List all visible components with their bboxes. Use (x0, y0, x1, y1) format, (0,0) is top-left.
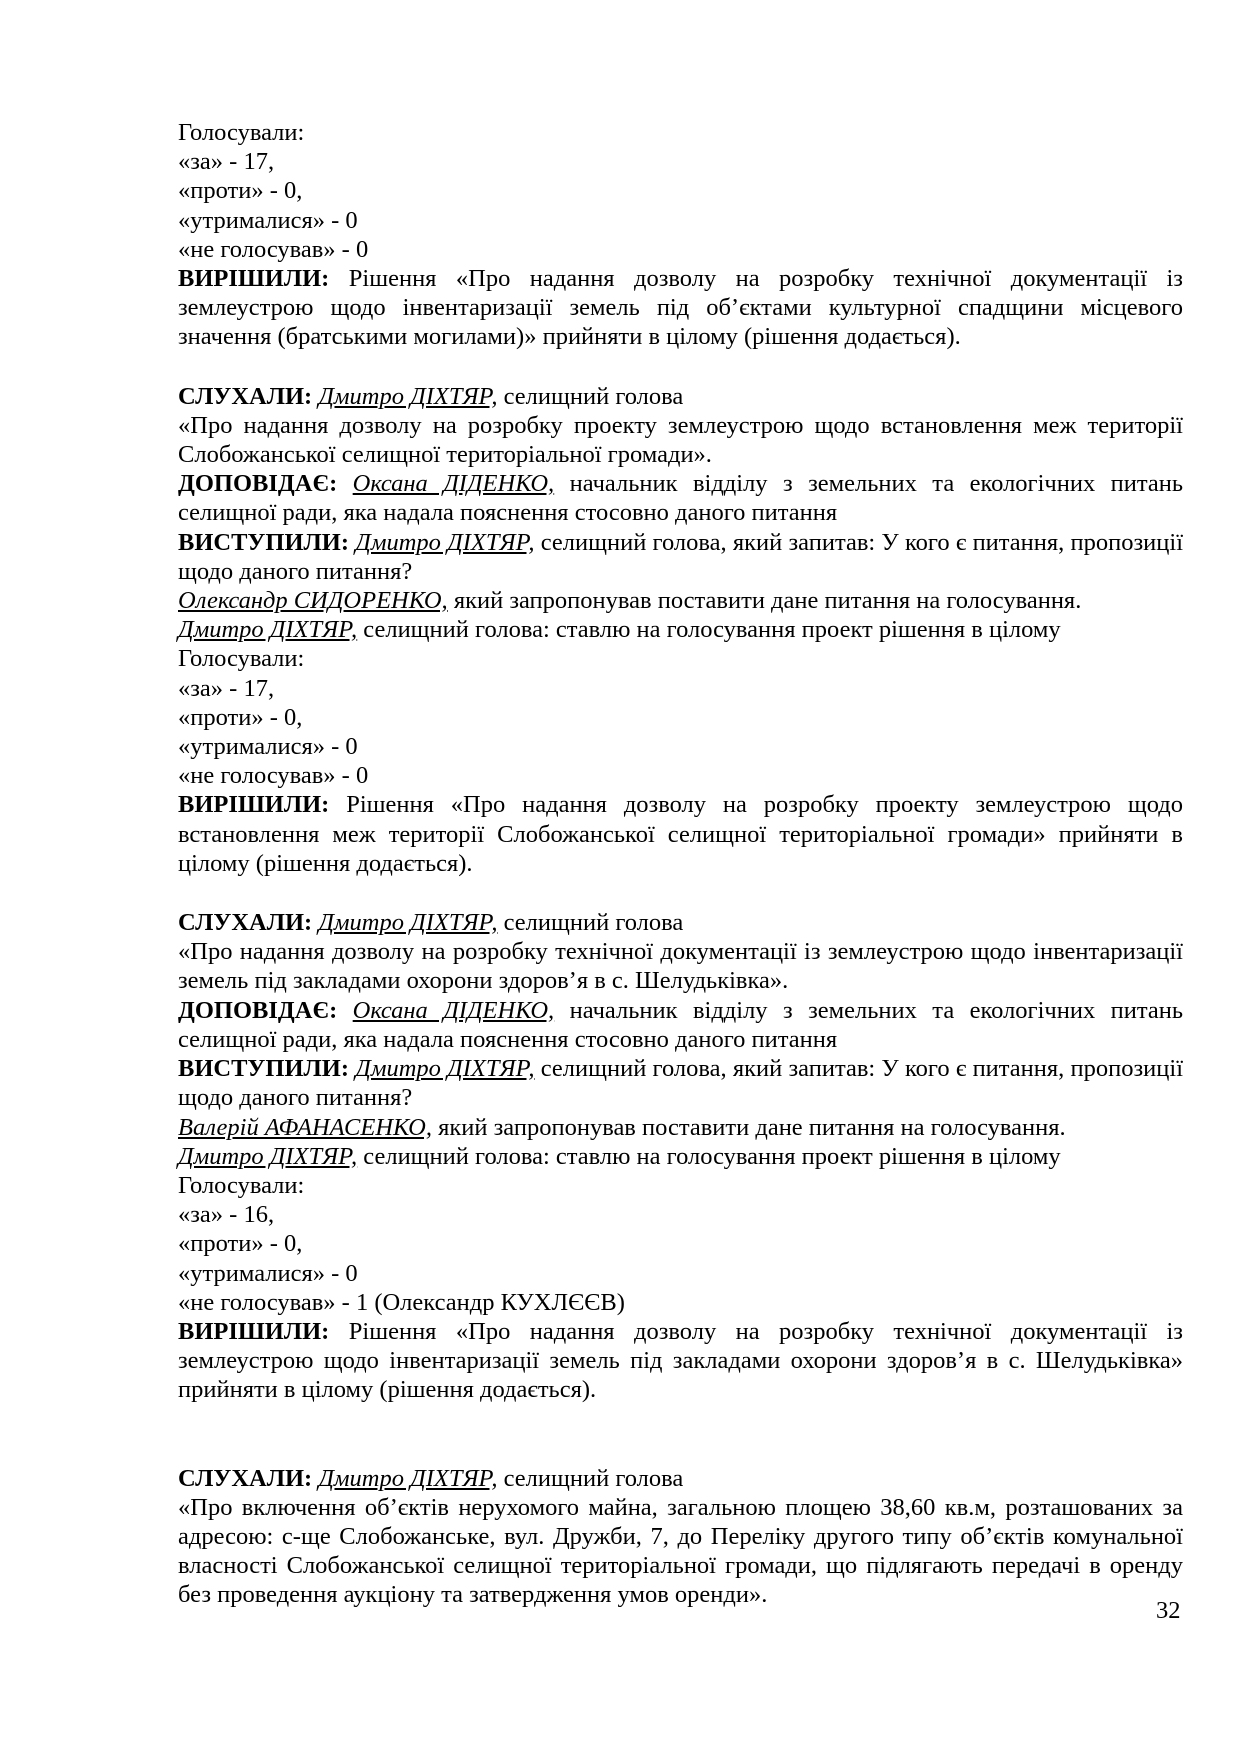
chair-text: селищний голова: ставлю на голосування проект рішення в цілому (363, 1142, 1061, 1170)
heard-person: Дмитро ДІХТЯР, (318, 909, 498, 937)
vote-against: «проти» - 0, (178, 703, 303, 731)
vote-not-voted: «не голосував» - 0 (178, 762, 369, 790)
chair-line (178, 1142, 1183, 1171)
chair-person: Дмитро ДІХТЯР, (178, 616, 358, 644)
voted-heading: Голосували: (178, 1171, 305, 1199)
proposal-person: Олександр СИДОРЕНКО, (178, 587, 448, 615)
proposal-line (178, 1113, 1183, 1142)
report-person: Оксана ДІДЕНКО, (352, 996, 555, 1024)
spoke-label: ВИСТУПИЛИ: (178, 528, 349, 556)
heard-label: СЛУХАЛИ: (178, 382, 313, 410)
vote-for: «за» - 16, (178, 1201, 275, 1229)
vote-not-voted: «не голосував» - 0 (178, 235, 369, 263)
chair-text: селищний голова: ставлю на голосування проект рішення в цілому (363, 616, 1061, 644)
vote-against: «проти» - 0, (178, 177, 303, 205)
heard-label: СЛУХАЛИ: (178, 909, 313, 937)
report-text: начальник відділу з земельних та екологічних питань селищної ради, яка надала пояснення стосовно даного питання (178, 996, 1184, 1053)
proposal-text: який запропонував поставити дане питання на голосування. (438, 1113, 1066, 1141)
decision-paragraph (178, 264, 1183, 352)
spoke-paragraph (178, 528, 1183, 586)
decided-label: ВИРІШИЛИ: (178, 265, 330, 293)
vote-abstain: «утрималися» - 0 (178, 206, 358, 234)
report-text: начальник відділу з земельних та екологічних питань селищної ради, яка надала пояснення стосовно даного питання (178, 470, 1184, 527)
decided-text: Рішення «Про надання дозволу на розробку технічної документації із землеустрою щодо інвентаризації земель під закладами охорони здоров’я в с. Шелудьківка» прийняти в цілому (рішення додається). (178, 1317, 1183, 1404)
report-paragraph (178, 469, 1183, 527)
proposal-person: Валерій АФАНАСЕНКО, (178, 1113, 432, 1141)
voted-heading: Голосували: (178, 119, 305, 146)
heard-person: Дмитро ДІХТЯР, (318, 382, 498, 410)
spoke-text: селищний голова, який запитав: У кого є питання, пропозиції щодо даного питання? (178, 1055, 1184, 1112)
vote-for: «за» - 17, (178, 148, 275, 176)
spoke-text: селищний голова, який запитав: У кого є питання, пропозиції щодо даного питання? (178, 528, 1184, 585)
report-label: ДОПОВІДАЄ: (178, 470, 338, 498)
heard-role: селищний голова (503, 382, 684, 410)
page-number: 32 (1156, 1597, 1181, 1624)
proposal-text: який запропонував поставити дане питання на голосування. (453, 587, 1082, 615)
decided-label: ВИРІШИЛИ: (178, 791, 330, 819)
chair-line (178, 615, 1183, 644)
vote-abstain: «утрималися» - 0 (178, 1259, 358, 1287)
heard-role: селищний голова (503, 1464, 684, 1492)
topic-paragraph: «Про надання дозволу на розробку проекту землеустрою щодо встановлення меж території Слобожанської селищної територіальної громади». (178, 411, 1183, 469)
decided-text: Рішення «Про надання дозволу на розробку технічної документації із землеустрою щодо інвентаризації земель під об’єктами культурної спадщини місцевого значення (братськими могилами)» прийняти в цілому (рішення додається). (178, 265, 1183, 351)
heard-role: селищний голова (503, 909, 684, 937)
decided-text: Рішення «Про надання дозволу на розробку проекту землеустрою щодо встановлення меж території Слобожанської селищної територіальної громади» прийняти в цілому (рішення додається). (178, 791, 1183, 877)
vote-abstain: «утрималися» - 0 (178, 733, 358, 761)
spoke-person: Дмитро ДІХТЯР, (355, 1055, 535, 1083)
page-content (178, 118, 1183, 1610)
report-label: ДОПОВІДАЄ: (178, 996, 338, 1024)
heard-person: Дмитро ДІХТЯР, (318, 1464, 498, 1492)
spoke-label: ВИСТУПИЛИ: (178, 1055, 349, 1083)
heard-line (178, 382, 1183, 411)
heard-line (178, 1464, 1183, 1493)
decision-paragraph (178, 790, 1183, 878)
vote-against: «проти» - 0, (178, 1230, 303, 1258)
report-paragraph (178, 996, 1183, 1054)
decision-paragraph (178, 1317, 1183, 1405)
vote-not-voted: «не голосував» - 1 (Олександр КУХЛЄЄВ) (178, 1288, 625, 1316)
topic-paragraph: «Про надання дозволу на розробку технічної документації із землеустрою щодо інвентаризації земель під закладами охорони здоров’я в с. Шелудьківка». (178, 938, 1183, 995)
spoke-person: Дмитро ДІХТЯР, (355, 528, 535, 556)
voted-heading: Голосували: (178, 645, 305, 673)
topic-paragraph: «Про включення об’єктів нерухомого майна, загальною площею 38,60 кв.м, розташованих за адресою: с-ще Слобожанське, вул. Дружби, 7, до Переліку другого типу об’єктів комунальної власності Слобожанської селищної територіальної громади, що підлягають передачі в оренду без проведення аукціону та затвердження умов оренди». (178, 1493, 1183, 1609)
report-person: Оксана ДІДЕНКО, (352, 470, 555, 498)
decided-label: ВИРІШИЛИ: (178, 1317, 330, 1345)
heard-line (178, 908, 1183, 937)
vote-for: «за» - 17, (178, 674, 275, 702)
spoke-paragraph (178, 1054, 1183, 1112)
proposal-line (178, 586, 1183, 615)
chair-person: Дмитро ДІХТЯР, (178, 1142, 358, 1170)
heard-label: СЛУХАЛИ: (178, 1464, 313, 1492)
